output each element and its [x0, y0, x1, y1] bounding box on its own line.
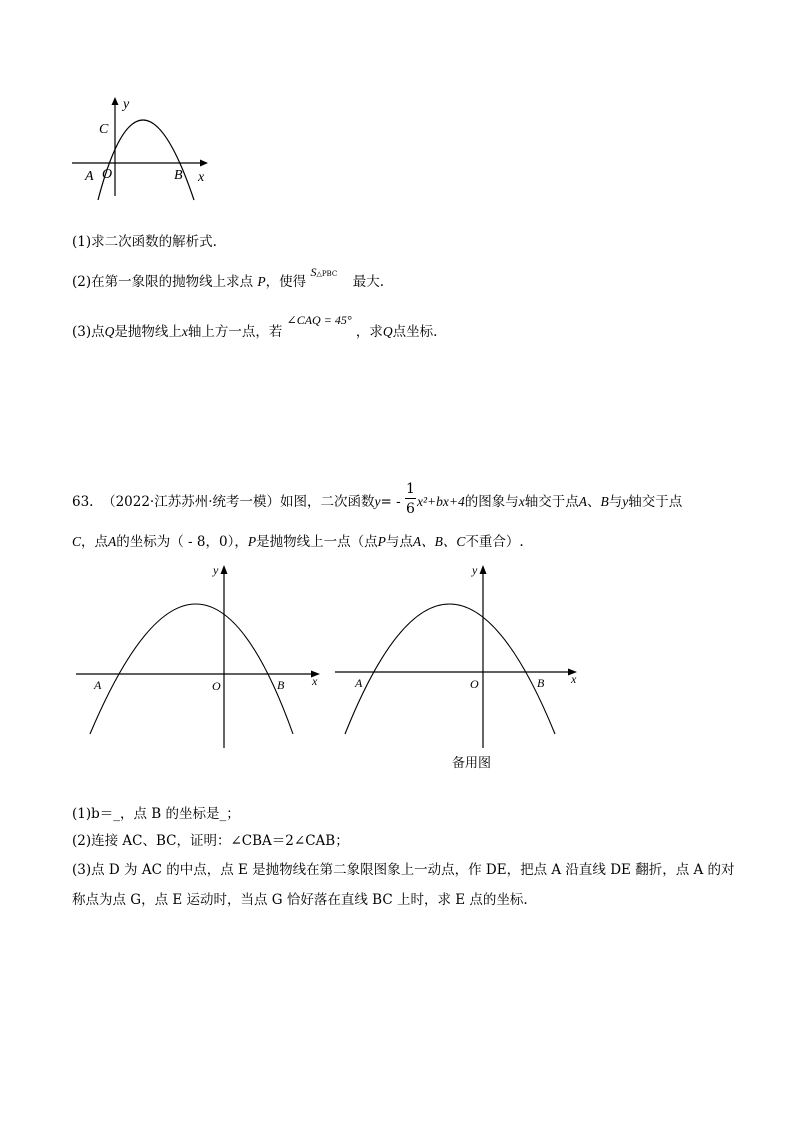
- label-A: A: [85, 169, 94, 184]
- q63-intro-line2: C，点A的坐标为（ - 8，0），P是抛物线上一点（点P与点A、B、C不重合）.: [72, 534, 524, 550]
- angle-expression: ∠CAQ = 45°: [286, 313, 352, 327]
- label-x: x: [571, 672, 577, 686]
- label-x: x: [312, 674, 318, 688]
- label-y: y: [123, 97, 130, 112]
- label-y: y: [213, 563, 219, 577]
- label-B: B: [537, 676, 545, 690]
- area-expression: S△PBC: [310, 265, 338, 279]
- q63-part2: (2)连接 AC、BC，证明：∠CBA＝2∠CAB；: [72, 833, 349, 849]
- q62-part3: (3)点Q是抛物线上x轴上方一点，若 ∠CAQ = 45° ，求Q点坐标.: [72, 313, 438, 340]
- label-B: B: [277, 678, 285, 692]
- q63-part1: (1)b＝_，点 B 的坐标是_；: [72, 806, 240, 822]
- label-A: A: [355, 676, 363, 690]
- backup-figure-caption: 备用图: [452, 756, 492, 771]
- y-axis-arrow: [480, 565, 487, 574]
- parabola-curve: [98, 120, 194, 200]
- figure-parabola-q62: [68, 92, 218, 202]
- label-O: O: [212, 679, 221, 693]
- label-O: O: [102, 167, 113, 182]
- q62-part1: (1)求二次函数的解析式.: [72, 234, 217, 250]
- fraction-one-sixth: $\frac{1}{6}$: [406, 480, 415, 517]
- y-axis-arrow: [221, 565, 228, 574]
- parabola-curve: [90, 604, 293, 734]
- label-y: y: [472, 563, 478, 577]
- x-axis-arrow: [200, 160, 208, 167]
- figure-parabola-q63-backup: [333, 560, 591, 752]
- q63-intro-line1: 63. （2022·江苏苏州·统考一模）如图，二次函数y= - $\frac{1}{6}$ x²+bx+4的图象与x轴交于点A、B与y轴交于点: [72, 480, 683, 517]
- q63-part3-line1: (3)点 D 为 AC 的中点，点 E 是抛物线在第二象限图象上一动点，作 DE，把点 A 沿直线 DE 翻折，点 A 的对: [72, 862, 735, 878]
- label-A: A: [94, 678, 102, 692]
- label-x: x: [198, 170, 205, 185]
- y-axis-arrow: [112, 97, 119, 105]
- figure-parabola-q63-main: [72, 560, 330, 752]
- q63-part3-line2: 称点为点 G，点 E 运动时，当点 G 恰好落在直线 BC 上时，求 E 点的坐标.: [72, 892, 528, 908]
- parabola-curve: [345, 604, 555, 734]
- label-B: B: [174, 168, 183, 183]
- q62-part2: (2)在第一象限的抛物线上求点 P，使得 S△PBC 最大.: [72, 272, 384, 294]
- label-C: C: [99, 122, 109, 137]
- label-O: O: [470, 677, 479, 691]
